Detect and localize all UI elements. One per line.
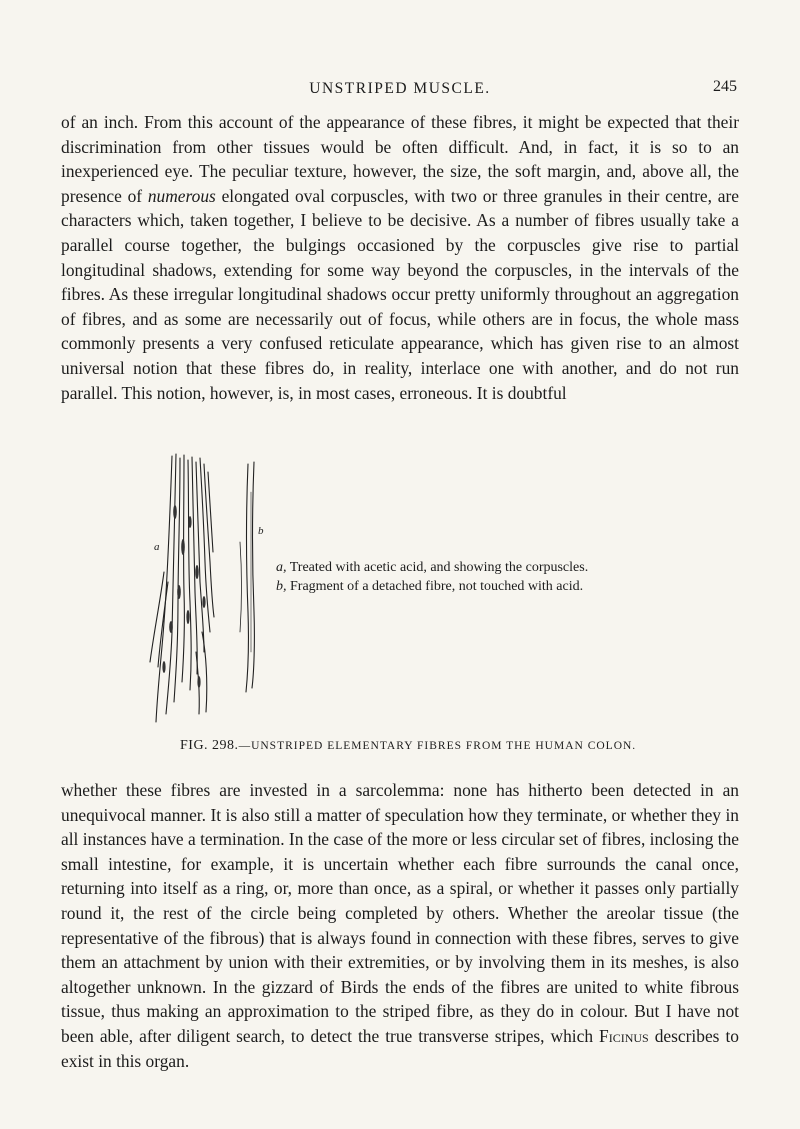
figure-298-illustration bbox=[142, 452, 266, 732]
page-number: 245 bbox=[713, 78, 737, 95]
fibre-b-edge-detail bbox=[240, 542, 242, 632]
paragraph-1 bbox=[61, 110, 739, 405]
paragraph-1-text-b: elongated oval corpuscles, with two or three granules in their centre, are characters which, taken together, I believe to be decisive. As a number of fibres usually take a parallel course together, the bulgings occasioned by the corpuscles give rise to partial longitudinal shadows, extending for some way beyond the corpuscles, in the intervals of the fibres. As these irregular longitudinal shadows occur pretty uniformly throughout an aggregation of fibres, and as some are necessarily out of focus, while others are in focus, the whole mass commonly presents a very confused reticulate appearance, which has given rise to an almost universal notion that these fibres do, in reality, interlace one with another, and do not run parallel. This notion, however, is, in most cases, erroneous. It is doubtful bbox=[61, 185, 739, 403]
figure-label-b: b bbox=[258, 525, 264, 537]
paragraph-2-text-a: whether these fibres are invested in a sarcolemma: none has hitherto been detected in an unequivocal manner. It is also still a matter of speculation how they terminate, or whether they in all instances have a termination. In the case of the more or less circular set of fibres, inclosing the small intestine, for example, it is uncertain whether each fibre surrounds the canal once, returning into itself as a ring, or, more than once, as a spiral, or whether it passes only partially round it, the rest of the circle being completed by others. Whether the areolar tissue (the representative of the fibrous) that is always found in connection with these fibres, serves to give them an attachment by union with their extremities, or by involving them in its meshes, is also altogether unknown. In the gizzard of Birds the ends of the fibres are united to white fibrous tissue, thus making an approximation to the striped fibre, as they do in colour. But I have not been able, after diligent search, to detect the true transverse stripes, which bbox=[61, 780, 739, 1046]
paragraph-1-text-a: of an inch. From this account of the appearance of these fibres, it might be expected that their discrimination from other tissues would be often difficult. And, in fact, it is so to an inexperienced eye. The peculiar texture, however, the size, the soft margin, and, above all, the presence of bbox=[61, 112, 739, 206]
figure-number: FIG. 298. bbox=[180, 738, 239, 753]
paragraph-1-emphasis: numerous bbox=[147, 185, 216, 206]
fibre-bundle-a bbox=[150, 454, 214, 722]
running-title: UNSTRIPED MUSCLE. bbox=[309, 80, 491, 97]
fibre-b bbox=[246, 462, 254, 692]
legend-item-a: a, Treated with acetic acid, and showing the corpuscles. bbox=[276, 560, 589, 575]
paragraph-2-text-b: describes to exist in this organ. bbox=[61, 1025, 739, 1071]
figure-legend bbox=[276, 558, 588, 596]
figure-caption bbox=[180, 738, 636, 754]
figure-label-a: a bbox=[154, 541, 160, 553]
legend-item-b: b, Fragment of a detached fibre, not touched with acid. bbox=[276, 579, 584, 594]
figure-caption-text: —UNSTRIPED ELEMENTARY FIBRES FROM THE HUMAN COLON. bbox=[238, 740, 637, 752]
paragraph-2 bbox=[61, 778, 739, 1073]
author-name: Ficinus bbox=[599, 1025, 649, 1046]
